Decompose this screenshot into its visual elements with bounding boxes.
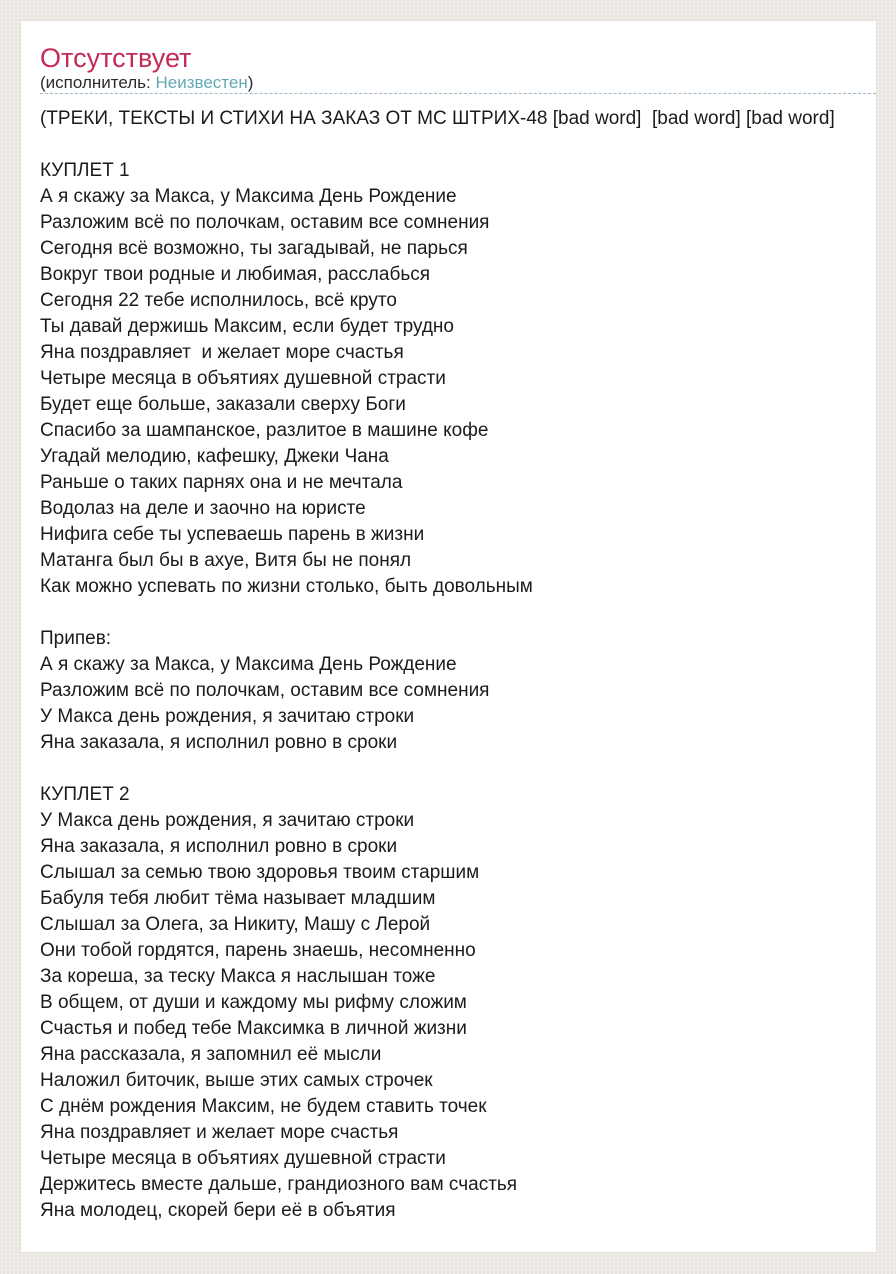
lyric-line: Яна молодец, скорей бери её в объятия (40, 1200, 396, 1221)
lyric-line: Как можно успевать по жизни столько, быть довольным (40, 576, 533, 597)
lyric-line: Сегодня всё возможно, ты загадывай, не парься (40, 238, 468, 259)
lyric-line (40, 756, 876, 782)
lyric-line: Яна заказала, я исполнил ровно в сроки (40, 836, 398, 857)
lyric-line: Яна заказала, я исполнил ровно в сроки (40, 732, 398, 753)
lyric-line (40, 132, 876, 158)
song-title: Отсутствует (40, 43, 192, 73)
lyric-line: КУПЛЕТ 2 (40, 784, 130, 805)
lyric-line: У Макса день рождения, я зачитаю строки (40, 810, 415, 831)
lyric-line: КУПЛЕТ 1 (40, 160, 130, 181)
lyric-line: С днём рождения Максим, не будем ставить точек (40, 1096, 487, 1117)
lyric-line: Спасибо за шампанское, разлитое в машине кофе (40, 420, 489, 441)
lyric-line: А я скажу за Макса, у Максима День Рождение (40, 654, 457, 675)
lyric-line: За кореша, за теску Макса я наслышан тоже (40, 966, 436, 987)
lyric-line: Четыре месяца в объятиях душевной страсти (40, 1148, 446, 1169)
lyric-line: В общем, от души и каждому мы рифму сложим (40, 992, 467, 1013)
artist-label-close: ) (247, 73, 254, 92)
content-card (21, 21, 876, 1252)
lyric-line: Разложим всё по полочкам, оставим все сомнения (40, 212, 490, 233)
lyric-line (40, 600, 876, 626)
song-header (40, 43, 876, 94)
lyric-line: Разложим всё по полочкам, оставим все сомнения (40, 680, 490, 701)
lyric-line: А я скажу за Макса, у Максима День Рождение (40, 186, 457, 207)
lyric-line: Водолаз на деле и заочно на юристе (40, 498, 366, 519)
artist-link[interactable]: Неизвестен (155, 73, 248, 92)
lyric-line: Ты давай держишь Максим, если будет трудно (40, 316, 454, 337)
lyric-line: Яна поздравляет и желает море счастья (40, 1122, 399, 1143)
lyric-line: Яна рассказала, я запомнил её мысли (40, 1044, 382, 1065)
lyric-line: (ТРЕКИ, ТЕКСТЫ И СТИХИ НА ЗАКАЗ ОТ МС ШТРИХ-48 [bad word] [bad word] [bad word] (40, 108, 835, 129)
lyric-line: Будет еще больше, заказали сверху Боги (40, 394, 406, 415)
lyric-line: Слышал за семью твою здоровья твоим старшим (40, 862, 480, 883)
lyric-line: У Макса день рождения, я зачитаю строки (40, 706, 415, 727)
lyric-line: Вокруг твои родные и любимая, расслабься (40, 264, 431, 285)
artist-label: (исполнитель: (40, 73, 156, 92)
lyric-line: Счастья и побед тебе Максимка в личной жизни (40, 1018, 467, 1039)
lyric-line: Нифига себе ты успеваешь парень в жизни (40, 524, 425, 545)
lyric-line: Слышал за Олега, за Никиту, Машу с Лерой (40, 914, 431, 935)
lyric-line: Они тобой гордятся, парень знаешь, несомненно (40, 940, 476, 961)
lyric-line: Бабуля тебя любит тёма называет младшим (40, 888, 436, 909)
lyric-line: Матанга был бы в ахуе, Витя бы не понял (40, 550, 412, 571)
lyric-line: Припев: (40, 628, 112, 649)
lyric-line: Наложил биточик, выше этих самых строчек (40, 1070, 433, 1091)
lyric-line: Яна поздравляет и желает море счастья (40, 342, 404, 363)
artist-line (40, 74, 876, 92)
lyric-line: Угадай мелодию, кафешку, Джеки Чана (40, 446, 389, 467)
lyric-line: Сегодня 22 тебе исполнилось, всё круто (40, 290, 397, 311)
lyric-line: Четыре месяца в объятиях душевной страсти (40, 368, 446, 389)
lyric-line: Раньше о таких парнях она и не мечтала (40, 472, 403, 493)
lyric-line: Держитесь вместе дальше, грандиозного вам счастья (40, 1174, 518, 1195)
lyrics-text (40, 106, 876, 1224)
